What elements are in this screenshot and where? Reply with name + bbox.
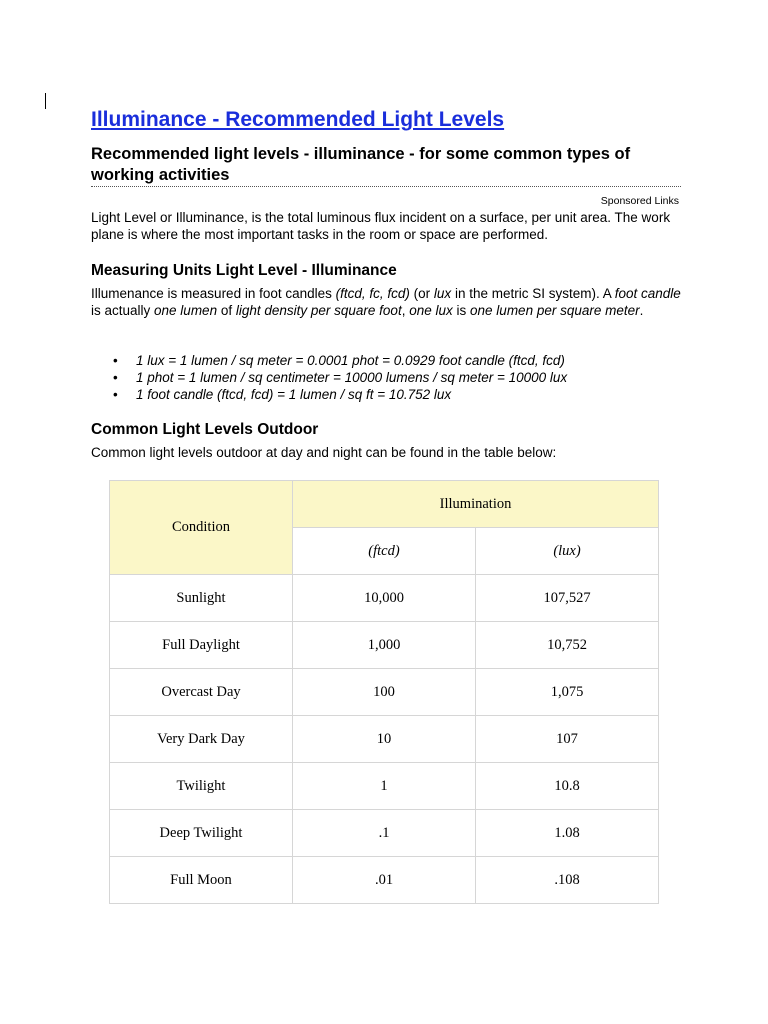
sponsored-links-label: Sponsored Links — [600, 195, 679, 207]
ftcd-cell: 100 — [293, 669, 476, 716]
condition-cell: Full Moon — [110, 857, 293, 904]
table-row — [110, 575, 659, 622]
units-bullet-list — [91, 352, 651, 403]
dotted-divider — [91, 186, 681, 187]
table-row — [110, 716, 659, 763]
condition-cell: Full Daylight — [110, 622, 293, 669]
table-row — [110, 669, 659, 716]
table-header-ftcd: (ftcd) — [293, 528, 476, 575]
list-item: • 1 foot candle (ftcd, fcd) = 1 lumen / sq ft = 10.752 lux — [91, 386, 651, 403]
units-text-n: one lumen per square meter — [470, 303, 640, 318]
units-text-i: of — [217, 303, 236, 318]
page-title-link[interactable]: Illuminance - Recommended Light Levels — [91, 108, 505, 131]
outdoor-heading: Common Light Levels Outdoor — [91, 421, 319, 438]
units-paragraph — [91, 285, 681, 319]
table-row — [110, 622, 659, 669]
list-item: • 1 lux = 1 lumen / sq meter = 0.0001 phot = 0.0929 foot candle (ftcd, fcd) — [91, 352, 651, 369]
lux-cell: .108 — [476, 857, 659, 904]
table-header-condition: Condition — [110, 481, 293, 575]
table-row — [110, 810, 659, 857]
units-text-a: Illumenance is measured in foot candles — [91, 286, 336, 301]
table-row — [110, 857, 659, 904]
condition-cell: Very Dark Day — [110, 716, 293, 763]
table-header-lux: (lux) — [476, 528, 659, 575]
ftcd-cell: 10 — [293, 716, 476, 763]
ftcd-cell: 10,000 — [293, 575, 476, 622]
units-text-o: . — [639, 303, 644, 318]
units-text-b: (ftcd, fc, fcd) — [335, 286, 410, 301]
units-text-g: is actually — [91, 303, 155, 318]
text-cursor — [45, 93, 46, 109]
lux-cell: 10,752 — [476, 622, 659, 669]
table-row — [110, 763, 659, 810]
lux-cell: 10.8 — [476, 763, 659, 810]
lux-cell: 107 — [476, 716, 659, 763]
units-text-e: in the metric SI system). A — [451, 286, 615, 301]
list-item: • 1 phot = 1 lumen / sq centimeter = 10000 lumens / sq meter = 10000 lux — [91, 369, 651, 386]
ftcd-cell: 1,000 — [293, 622, 476, 669]
units-text-d: lux — [433, 286, 452, 301]
outdoor-paragraph: Common light levels outdoor at day and night can be found in the table below: — [91, 445, 557, 460]
light-levels-table — [109, 480, 659, 904]
units-text-h: one lumen — [154, 303, 218, 318]
condition-cell: Twilight — [110, 763, 293, 810]
condition-cell: Deep Twilight — [110, 810, 293, 857]
lux-cell: 1.08 — [476, 810, 659, 857]
lux-cell: 1,075 — [476, 669, 659, 716]
units-heading: Measuring Units Light Level - Illuminance — [91, 262, 397, 279]
ftcd-cell: .1 — [293, 810, 476, 857]
ftcd-cell: .01 — [293, 857, 476, 904]
intro-paragraph: Light Level or Illuminance, is the total luminous flux incident on a surface, per unit area. The work plane is where the most important tasks in the room or space are performed. — [91, 210, 671, 242]
units-text-f: foot candle — [614, 286, 681, 301]
units-text-m: is — [452, 303, 471, 318]
lux-cell: 107,527 — [476, 575, 659, 622]
table-header-illumination: Illumination — [293, 481, 659, 528]
units-text-l: one lux — [409, 303, 453, 318]
condition-cell: Sunlight — [110, 575, 293, 622]
ftcd-cell: 1 — [293, 763, 476, 810]
condition-cell: Overcast Day — [110, 669, 293, 716]
page-subtitle: Recommended light levels - illuminance - for some common types of working activities — [91, 145, 631, 184]
units-text-j: light density per square foot — [235, 303, 402, 318]
units-text-k: , — [401, 303, 410, 318]
units-text-c: (or — [409, 286, 434, 301]
